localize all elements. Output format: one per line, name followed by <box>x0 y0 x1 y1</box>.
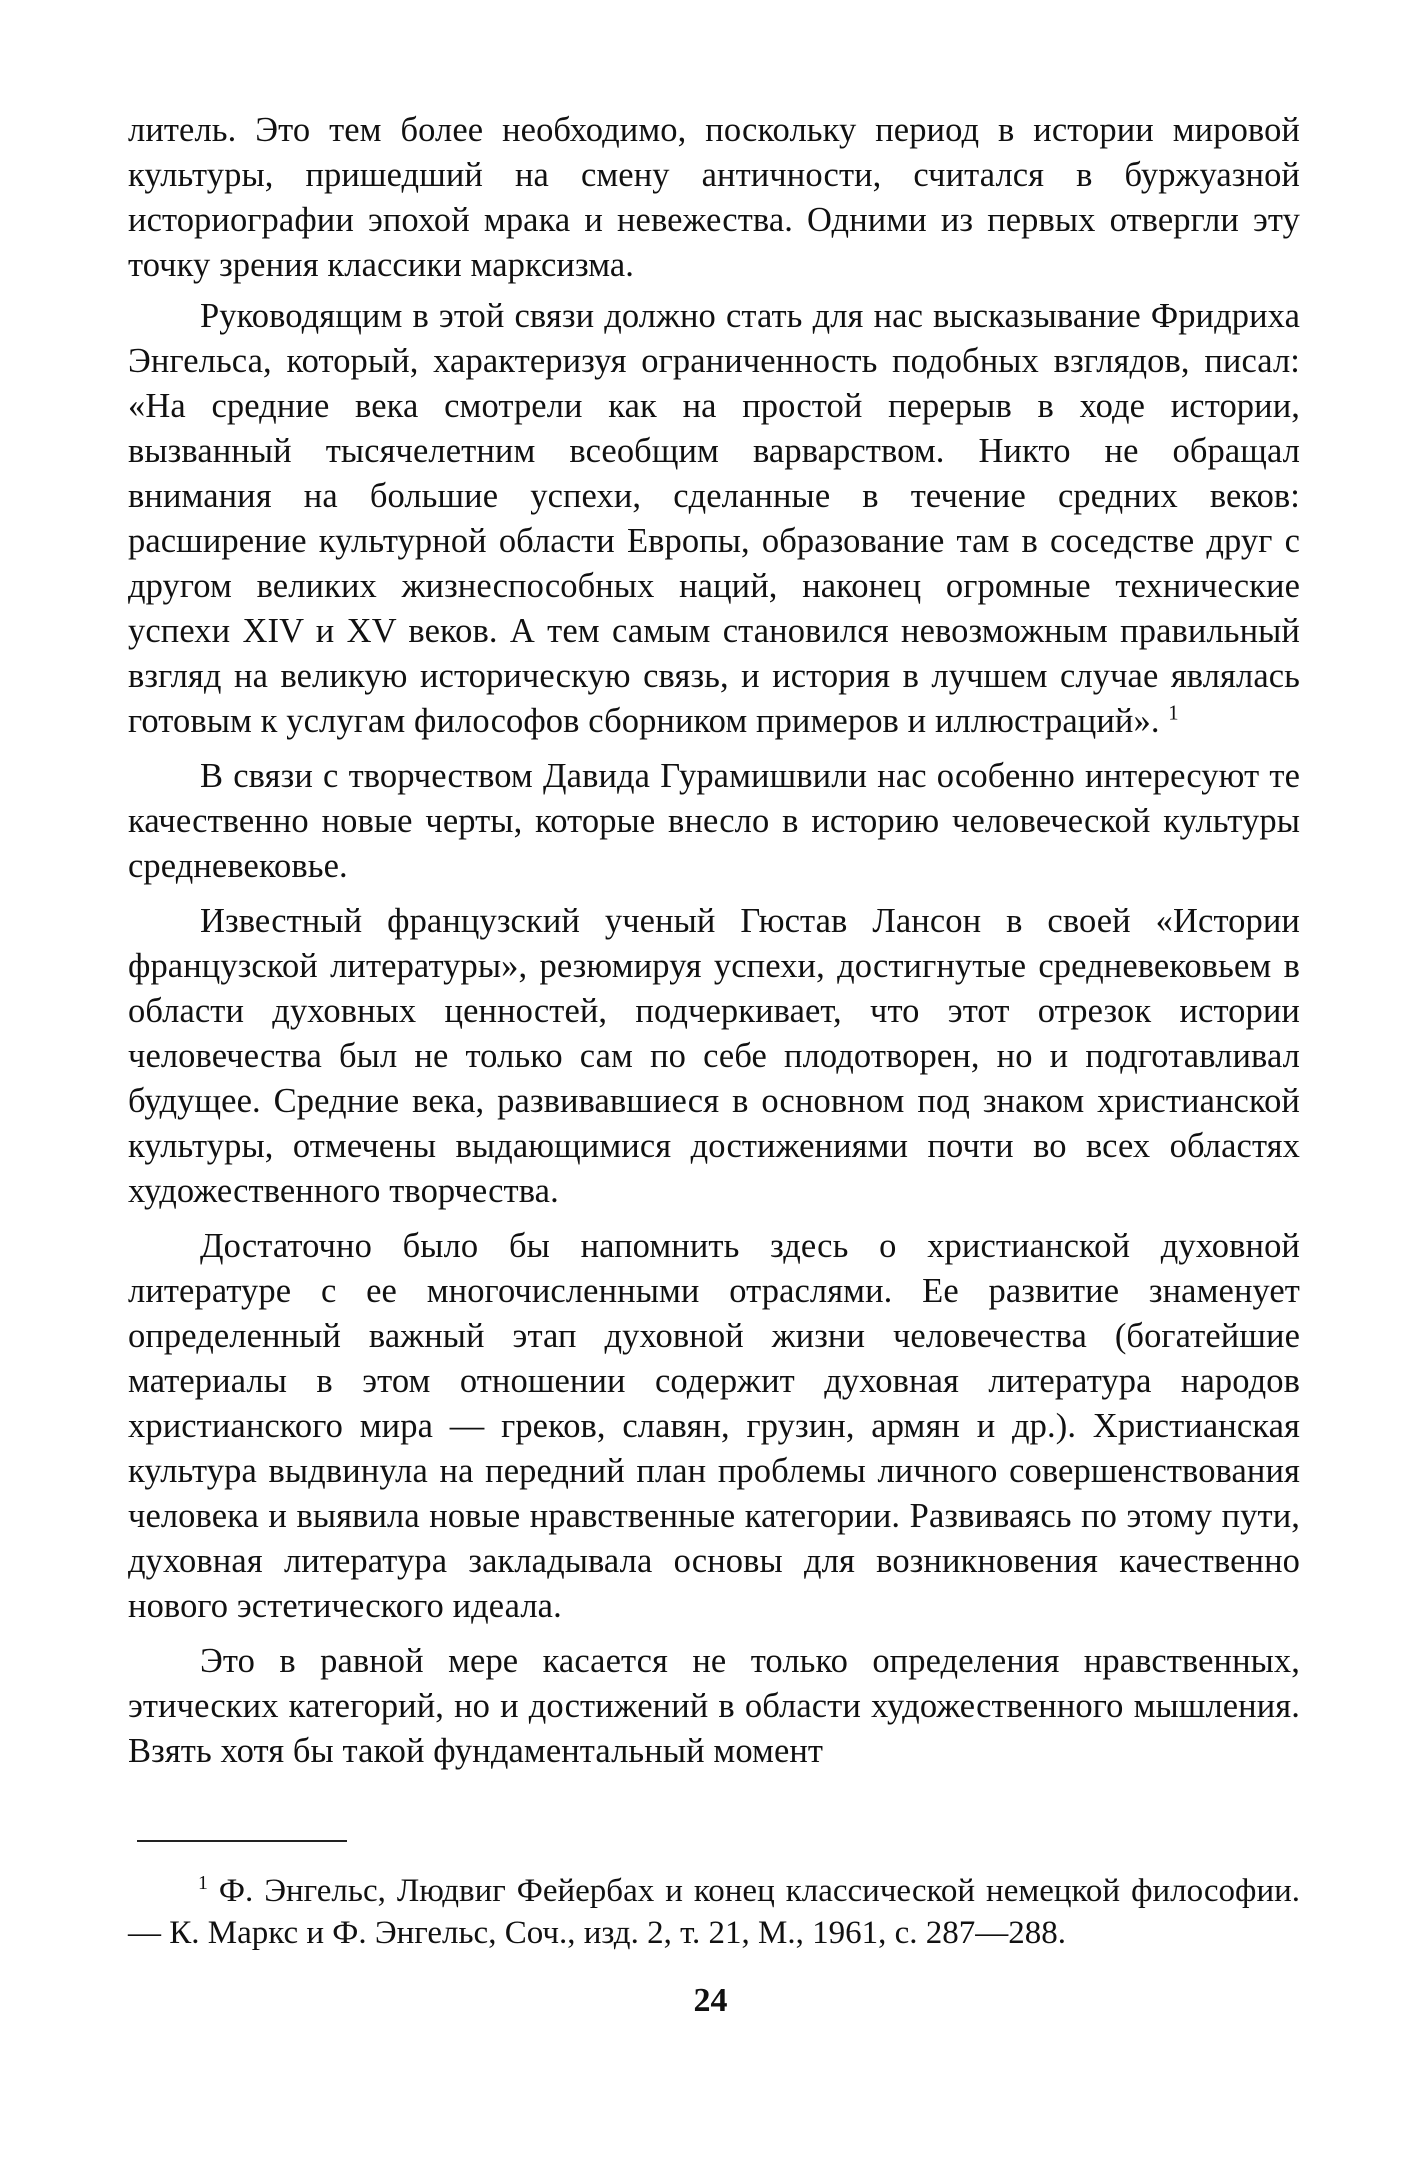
paragraph-2 <box>128 294 1300 744</box>
footnote <box>128 1870 1300 1954</box>
footnote-reference: 1 <box>1168 702 1179 725</box>
paragraph-5: Достаточно было бы напомнить здесь о христианской духовной литературе с ее многочисленными отраслями. Ее развитие знаменует определенный важный этап духовной жизни человечества (богатейшие материалы в этом отношении содержит духовная литература народов христианского мира — греков, славян, грузин, армян и др.). Христианская культура выдвинула на передний план проблемы личного совершенствования человека и выявила новые нравственные категории. Развиваясь по этому пути, духовная литература закладывала основы для возникновения качественно нового эстетического идеала. <box>128 1227 1300 1625</box>
footnote-marker: 1 <box>198 1872 208 1894</box>
paragraph-2-text: Руководящим в этой связи должно стать для нас высказывание Фридриха Энгельса, который, характеризуя ограниченность подобных взглядов, писал: «На средние века смотрели как на простой перерыв в ходе истории, вызванный тысячелетним всеобщим варварством. Никто не обращал внимания на большие успехи, сделанные в течение средних веков: расширение культурной области Европы, образование там в соседстве друг с другом великих жизнеспособных наций, наконец огромные технические успехи XIV и XV веков. А тем самым становился невозможным правильный взгляд на великую историческую связь, и история в лучшем случае являлась готовым к услугам философов сборником примеров и иллюстраций». <box>128 297 1300 740</box>
paragraph-1: литель. Это тем более необходимо, поскольку период в истории мировой культуры, пришедший на смену античности, считался в буржуазной историографии эпохой мрака и невежества. Одними из первых отвергли эту точку зрения классики марксизма. <box>128 111 1300 284</box>
footnote-text: Ф. Энгельс, Людвиг Фейербах и конец классической немецкой философии. — К. Маркс и Ф. Энгельс, Соч., изд. 2, т. 21, М., 1961, с. 287—288. <box>128 1873 1301 1951</box>
footnote-divider <box>137 1840 347 1842</box>
paragraph-3: В связи с творчеством Давида Гурамишвили нас особенно интересуют те качественно новые черты, которые внесло в историю человеческой культуры средневековье. <box>128 757 1300 885</box>
paragraph-6: Это в равной мере касается не только определения нравственных, этических категорий, но и достижений в области художественного мышления. Взять хотя бы такой фундаментальный момент <box>128 1642 1300 1770</box>
page-number: 24 <box>693 1982 728 2019</box>
paragraph-4: Известный французский ученый Гюстав Лансон в своей «Истории французской литературы», резюмируя успехи, достигнутые средневековьем в области духовных ценностей, подчеркивает, что этот отрезок истории человечества был не только сам по себе плодотворен, но и подготавливал будущее. Средние века, развивавшиеся в основном под знаком христианской культуры, отмечены выдающимися достижениями почти во всех областях художественного творчества. <box>128 902 1300 1210</box>
page-body <box>128 108 1300 1774</box>
